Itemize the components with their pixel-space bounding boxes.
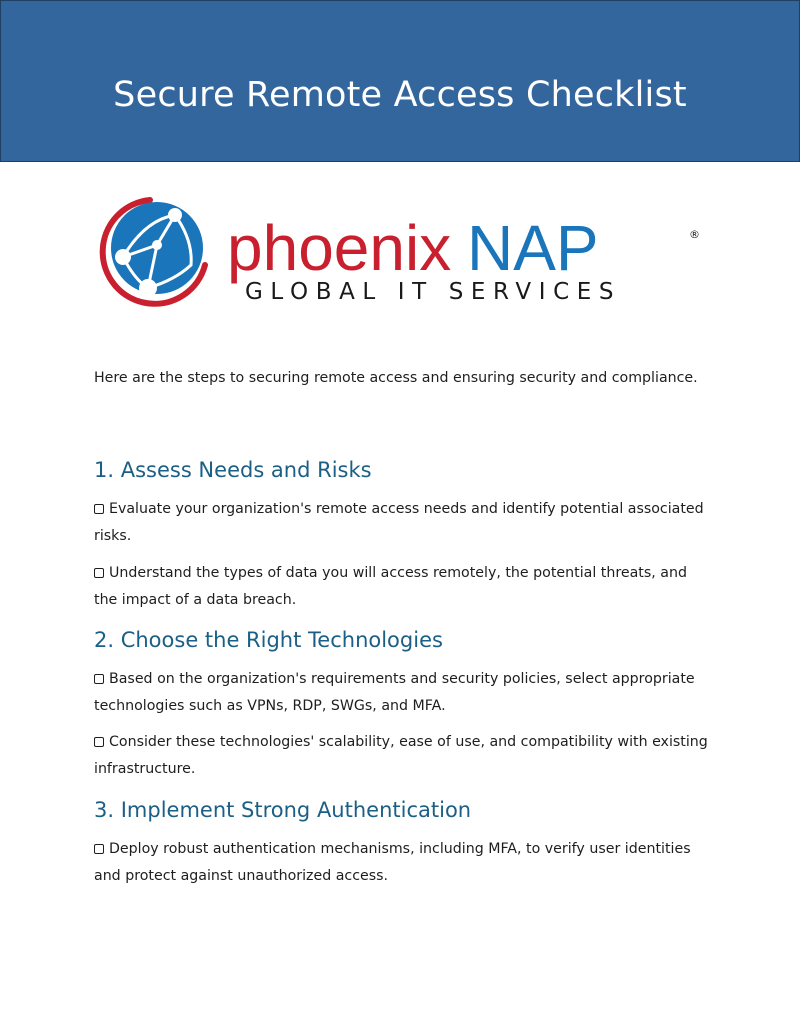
checkbox-icon[interactable] (94, 504, 104, 514)
intro-text: Here are the steps to securing remote access and ensuring security and compliance. (94, 370, 698, 386)
checkbox-icon[interactable] (94, 844, 104, 854)
checklist-item (94, 496, 714, 550)
section-heading-authentication: 3. Implement Strong Authentication (94, 798, 472, 822)
checkbox-icon[interactable] (94, 674, 104, 684)
checklist-item (94, 729, 714, 783)
checklist-item (94, 560, 714, 614)
checklist-item-text: Consider these technologies' scalability, ease of use, and compatibility with existing infrastructure. (94, 734, 708, 777)
logo-tagline: GLOBAL IT SERVICES (245, 279, 622, 305)
checklist-item-text: Understand the types of data you will access remotely, the potential threats, and the impact of a data breach. (94, 565, 687, 608)
checklist-item (94, 666, 714, 720)
section-heading-assess: 1. Assess Needs and Risks (94, 458, 372, 482)
phoenixnap-logo (95, 195, 705, 310)
page-title: Secure Remote Access Checklist (113, 75, 687, 116)
checklist-item-text: Evaluate your organization's remote access needs and identify potential associated risks. (94, 501, 704, 544)
globe-icon (103, 200, 205, 304)
checklist-item-text: Deploy robust authentication mechanisms, including MFA, to verify user identities and protect against unauthorized access. (94, 841, 691, 884)
registered-mark: ® (689, 228, 700, 241)
section-heading-technologies: 2. Choose the Right Technologies (94, 628, 443, 652)
checkbox-icon[interactable] (94, 737, 104, 747)
checklist-item-text: Based on the organization's requirements and security policies, select appropriate technologies such as VPNs, RDP, SWGs, and MFA. (94, 671, 695, 714)
logo-brand-nap: NAP (467, 212, 599, 284)
checkbox-icon[interactable] (94, 568, 104, 578)
logo-brand-phoenix: phoenix (227, 212, 452, 284)
checklist-item (94, 836, 714, 890)
